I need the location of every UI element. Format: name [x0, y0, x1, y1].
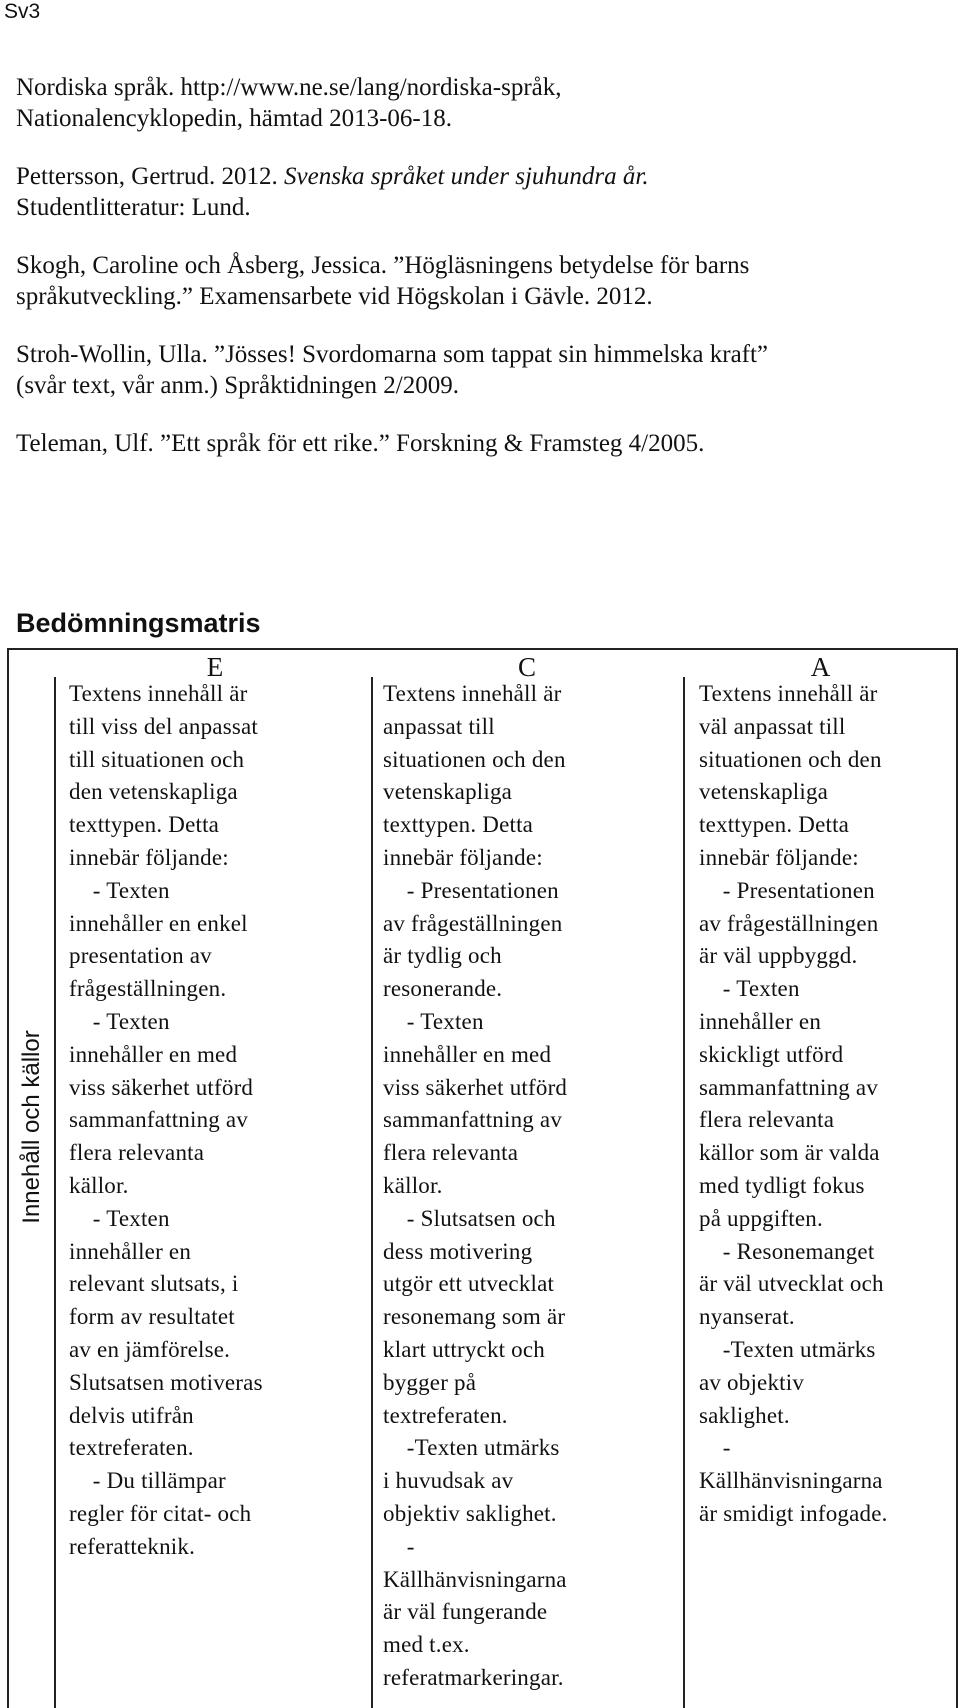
- reference-line: Studentlitteratur: Lund.: [16, 194, 251, 221]
- reference-entry: [16, 339, 946, 401]
- reference-entry: [16, 72, 946, 134]
- reference-line: (svår text, vår anm.) Språktidningen 2/2009.: [16, 372, 459, 399]
- reference-line: Stroh-Wollin, Ulla. ”Jösses! Svordomarna som tappat sin himmelska kraft”: [16, 341, 769, 368]
- column-header-grade-a: A: [810, 652, 831, 682]
- reference-entry: [16, 250, 946, 312]
- reference-entry: [16, 161, 946, 223]
- assessment-matrix: [7, 648, 958, 1708]
- reference-line: Teleman, Ulf. ”Ett språk för ett rike.” Forskning & Framsteg 4/2005.: [16, 430, 705, 457]
- reference-line: Nordiska språk. http://www.ne.se/lang/nordiska-språk,: [16, 74, 562, 101]
- column-header-grade-c: C: [517, 652, 536, 682]
- row-label-cell: [9, 685, 54, 1708]
- reference-list: [16, 72, 946, 486]
- row-label: Innehåll och källor: [17, 1030, 45, 1224]
- reference-entry: [16, 428, 946, 459]
- column-divider: [54, 677, 56, 1708]
- column-header-grade-e: E: [206, 652, 224, 682]
- reference-line: Nationalencyklopedin, hämtad 2013-06-18.: [16, 105, 452, 132]
- reference-line: Skogh, Caroline och Åsberg, Jessica. ”Högläsningens betydelse för barns: [16, 252, 750, 279]
- matrix-title: Bedömningsmatris: [16, 608, 261, 638]
- column-divider: [371, 677, 373, 1708]
- criteria-cell-c: Textens innehåll är anpassat till situationen och den vetenskapliga texttypen. Detta innebär följande: - Presentationen av frågeställningen är tydlig och resonerande. - Texten innehåller en med viss säkerhet utförd sammanfattning av flera relevanta källor. - Slutsatsen och dess motivering utgör ett utvecklat resonemang som är klart uttryckt och bygger på textreferaten. -Texten utmärks i huvudsak av objektiv saklighet. - Källhänvisningarna är väl fungerande med t.ex. referatmarkeringar.: [383, 681, 568, 1690]
- page-header-tag: Sv3: [4, 0, 41, 23]
- reference-title-italic: Svenska språket under sjuhundra år.: [284, 163, 649, 190]
- reference-line: språkutveckling.” Examensarbete vid Högskolan i Gävle. 2012.: [16, 283, 653, 310]
- criteria-cell-e: Textens innehåll är till viss del anpassat till situationen och den vetenskapliga texttypen. Detta innebär följande: - Texten innehåller en enkel presentation av frågeställningen. - Texten innehåller en med viss säkerhet utförd sammanfattning av flera relevanta källor. - Texten innehåller en relevant slutsats, i form av resultatet av en jämförelse. Slutsatsen motiveras delvis utifrån textreferaten. - Du tillämpar regler för citat- och referatteknik.: [69, 681, 263, 1559]
- column-divider: [683, 677, 685, 1708]
- criteria-cell-a: Textens innehåll är väl anpassat till situationen och den vetenskapliga texttypen. Detta innebär följande: - Presentationen av frågeställningen är väl uppbyggd. - Texten innehåller en skickligt utförd sammanfattning av flera relevanta källor som är valda med tydligt fokus på uppgiften. - Resonemanget är väl utvecklat och nyanserat. -Texten utmärks av objektiv saklighet. - Källhänvisningarna är smidigt infogade.: [699, 681, 888, 1526]
- reference-line: Pettersson, Gertrud. 2012.: [16, 163, 285, 190]
